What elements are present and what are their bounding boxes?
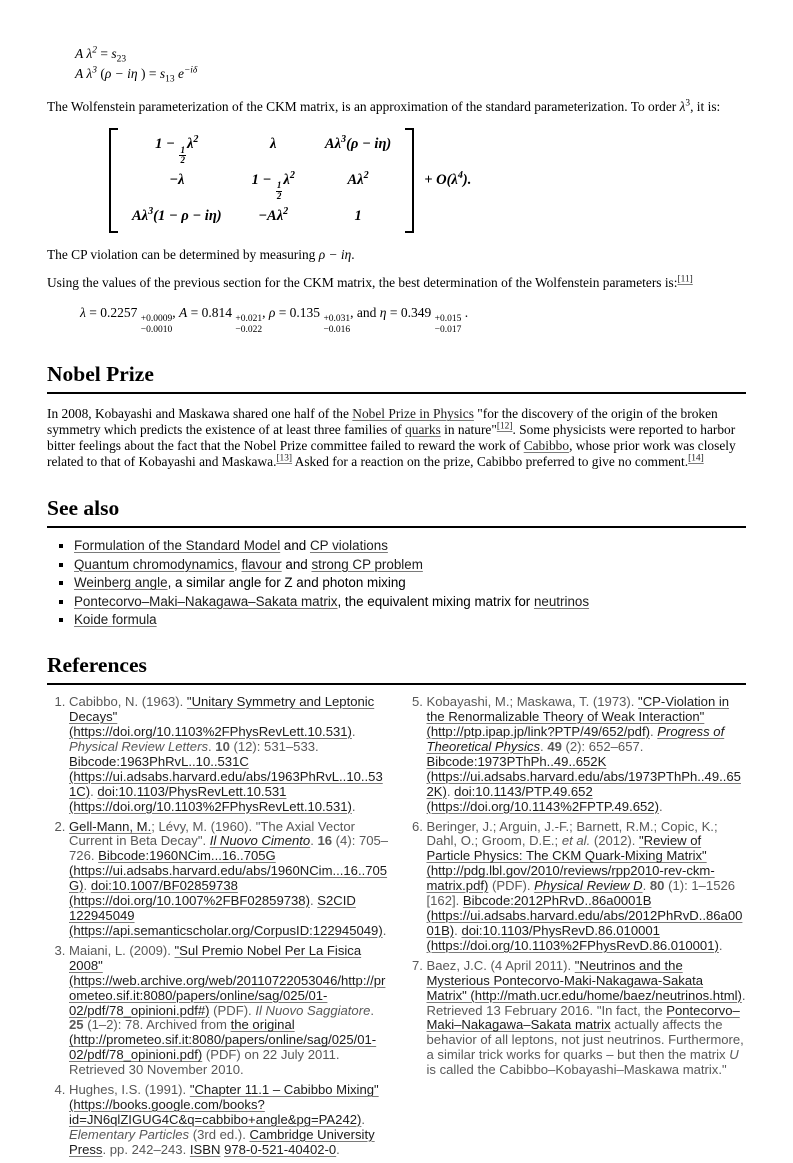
- text-segment: Maiani, L. (2009).: [69, 942, 175, 958]
- text-segment: . pp. 242–243.: [102, 1141, 190, 1157]
- paragraph-using-values: [47, 275, 746, 291]
- references-list-left: [47, 695, 389, 1163]
- text-segment: (PDF) on 22 July 2011. Retrieved 30 November 2010.: [69, 1047, 340, 1078]
- text-segment: −iδ: [183, 65, 198, 76]
- text-segment: (1): 1–1526 [162].: [426, 878, 736, 909]
- text-segment: = 0.814: [187, 305, 236, 321]
- text-segment: .: [370, 1002, 374, 1018]
- equation-line-1: [75, 44, 746, 64]
- matrix-right-bracket: [405, 128, 414, 233]
- link[interactable]: doi:10.1143/PTP.49.652 (https://doi.org/10.1143%2FPTP.49.652): [426, 783, 659, 814]
- link[interactable]: Cabibbo: [523, 438, 570, 454]
- text-segment: The Wolfenstein parameterization of the CKM matrix, is an approximation of the standard parameterization. To order: [47, 98, 680, 114]
- text-segment: 2: [363, 170, 369, 182]
- matrix-grid: [118, 128, 405, 233]
- link[interactable]: S2CID 122945049 (https://api.semanticscholar.org/CorpusID:122945049): [69, 893, 383, 938]
- matrix-order-term: [424, 172, 471, 189]
- fraction: $\frac{1}{2}$: [276, 180, 282, 201]
- heading-see-also: See also: [47, 496, 746, 528]
- text-segment: 2: [92, 45, 97, 56]
- uncertainty-stack: +0.015 −0.017: [434, 314, 462, 336]
- link[interactable]: Bibcode:2012PhRvD..86a0001B (https://ui.adsabs.harvard.edu/abs/2012PhRvD..86a0001B): [426, 893, 743, 938]
- text-segment: is called the Cabibbo–Kobayashi–Maskawa matrix.": [426, 1062, 727, 1078]
- text-segment: 1 −: [155, 136, 179, 153]
- text-segment: .: [461, 305, 469, 321]
- matrix-cell: [252, 172, 295, 201]
- reference-item: [69, 695, 389, 814]
- text-segment: .: [351, 247, 355, 263]
- text-segment: 25: [69, 1017, 84, 1033]
- link[interactable]: flavour: [241, 556, 282, 572]
- see-also-item: [74, 575, 746, 590]
- text-segment: 3: [341, 134, 347, 146]
- wolfenstein-values-equation: [80, 305, 746, 336]
- text-segment: ; Lévy, M. (1960). "The Axial Vector Current in Beta Decay".: [69, 818, 356, 849]
- text-segment: Cabibbo, N. (1963).: [69, 694, 187, 710]
- wolfenstein-matrix-equation: [109, 128, 746, 233]
- text-segment: .: [351, 798, 356, 814]
- text-segment: (12): 531–533.: [229, 738, 319, 754]
- uncertainty-stack: +0.0009 −0.0010: [140, 314, 173, 336]
- link[interactable]: ISBN: [189, 1141, 221, 1157]
- text-segment: (ρ − iη): [346, 136, 392, 153]
- text-segment: −Aλ: [258, 208, 284, 225]
- text-segment: Physical Review Letters: [69, 738, 208, 754]
- uncertainty-stack: +0.031 −0.016: [323, 314, 351, 336]
- reference-item: [427, 959, 747, 1078]
- link[interactable]: [11]: [677, 274, 693, 285]
- text-segment: ,: [172, 305, 179, 321]
- text-segment: Baez, J.C. (4 April 2011).: [426, 957, 575, 973]
- text-segment: 16: [317, 833, 333, 849]
- text-segment: A λ: [75, 46, 93, 61]
- references-list-right: [405, 695, 747, 1163]
- matrix-cell: [132, 208, 222, 225]
- reference-item: [427, 820, 747, 954]
- text-segment: .: [658, 798, 663, 814]
- paragraph-nobel-prize: [47, 406, 746, 470]
- text-segment: . Some physicists were reported to harbor bitter feelings about the fact that the Nobel Prize committee failed to reward the work of: [47, 422, 736, 454]
- link[interactable]: Pontecorvo–Maki–Nakagawa–Sakata matrix: [74, 593, 338, 609]
- matrix-cell: [325, 208, 391, 225]
- link[interactable]: Bibcode:1960NCim...16..705G (https://ui.adsabs.harvard.edu/abs/1960NCim...16..705G): [69, 848, 388, 894]
- text-segment: .: [382, 922, 387, 938]
- text-segment: = 0.349: [386, 305, 435, 321]
- matrix-cell: [325, 172, 391, 201]
- text-segment: = 0.135: [275, 305, 324, 321]
- link[interactable]: Physical Review D: [534, 878, 643, 894]
- text-segment: "for the discovery of the origin of the broken symmetry which predicts the existence of at least three families of: [47, 406, 718, 438]
- text-segment: .: [208, 738, 216, 754]
- uncertainty-stack: +0.021 −0.022: [235, 314, 263, 336]
- text-segment: s: [111, 46, 117, 61]
- text-segment: .: [310, 833, 318, 849]
- link[interactable]: doi:10.1007/BF02859738 (https://doi.org/10.1007%2FBF02859738): [69, 878, 310, 909]
- text-segment: 10: [215, 738, 230, 754]
- link[interactable]: Bibcode:1973PThPh..49..652K (https://ui.adsabs.harvard.edu/abs/1973PThPh..49..652K): [426, 753, 741, 799]
- text-segment: Asked for a reaction on the prize, Cabibbo preferred to give no comment.: [292, 454, 689, 470]
- link[interactable]: Nobel Prize in Physics: [352, 406, 474, 422]
- text-segment: , the equivalent mixing matrix for: [337, 593, 534, 609]
- text-segment: (1–2): 78. Archived from: [83, 1017, 231, 1033]
- link[interactable]: Quantum chromodynamics: [74, 556, 235, 572]
- link[interactable]: the original (http://prometeo.sif.it:8080/papers/online/sag/025/01-02/pdf/78_opinioni.pdf): [69, 1017, 377, 1063]
- text-segment: in nature": [440, 422, 497, 438]
- text-segment: Beringer, J.; Arguin, J.-F.; Barnett, R.M.; Copic, K.; Dahl, O.; Groom, D.E.;: [426, 818, 718, 849]
- text-segment: 13: [165, 74, 175, 85]
- text-segment: (1 − ρ − iη): [153, 208, 222, 225]
- reference-item: [69, 1083, 389, 1158]
- link[interactable]: doi:10.1103/PhysRevLett.10.531 (https://doi.org/10.1103%2FPhysRevLett.10.531): [69, 783, 352, 814]
- link[interactable]: Gell-Mann, M.: [69, 818, 152, 834]
- text-segment: (: [96, 66, 105, 82]
- text-segment: .: [361, 1112, 366, 1128]
- text-segment: 3: [685, 98, 691, 109]
- text-segment: 2: [283, 206, 289, 218]
- matrix-cell: [132, 172, 222, 201]
- link[interactable]: "CP-Violation in the Renormalizable Theory of Weak Interaction" (http://ptp.ipap.jp/link?PTP/49/652/pdf): [426, 694, 730, 739]
- text-segment: U: [729, 1047, 739, 1063]
- text-segment: ,: [262, 305, 269, 321]
- text-segment: .: [540, 738, 548, 754]
- text-segment: (PDF).: [209, 1002, 256, 1018]
- equation-line-2: [75, 64, 746, 84]
- paragraph-wolfenstein-intro: [47, 99, 746, 115]
- reference-item: [427, 695, 747, 814]
- text-segment: .: [642, 878, 650, 894]
- text-segment: λ: [283, 172, 290, 189]
- text-segment: Aλ: [324, 136, 342, 153]
- link[interactable]: Weinberg angle: [74, 575, 168, 591]
- link[interactable]: Cambridge University Press: [69, 1126, 375, 1157]
- text-segment: Hughes, I.S. (1991).: [69, 1082, 190, 1098]
- text-segment: .: [446, 783, 455, 799]
- paragraph-cp-violation: [47, 247, 746, 263]
- matrix-cell: [252, 136, 295, 165]
- text-segment: .: [718, 937, 723, 953]
- text-segment: λ: [186, 136, 194, 153]
- text-segment: 80: [649, 878, 665, 894]
- text-segment: Kobayashi, M.; Maskawa, T. (1973).: [426, 694, 639, 710]
- link[interactable]: [13]: [276, 453, 293, 464]
- text-segment: 4: [457, 170, 463, 182]
- link[interactable]: [12]: [496, 421, 513, 432]
- text-segment: ) =: [137, 66, 160, 82]
- text-segment: A: [178, 305, 188, 321]
- link[interactable]: "Unitary Symmetry and Leptonic Decays" (https://doi.org/10.1103%2FPhysRevLett.10.531): [69, 694, 375, 739]
- matrix-cell: [325, 136, 391, 165]
- text-segment: λ: [679, 98, 686, 114]
- top-equations-block: [75, 44, 746, 85]
- text-segment: = 0.2257: [85, 305, 141, 321]
- text-segment: e: [174, 66, 184, 82]
- text-segment: Elementary Particles: [69, 1126, 190, 1142]
- text-segment: .: [454, 922, 462, 938]
- text-segment: ρ − iη: [104, 66, 138, 82]
- text-segment: 3: [148, 206, 154, 218]
- text-segment: 2: [193, 134, 199, 146]
- text-segment: ,: [234, 556, 242, 572]
- text-segment: .: [351, 723, 356, 739]
- text-segment: , it is:: [690, 98, 721, 114]
- text-segment: η: [379, 305, 387, 321]
- link[interactable]: doi:10.1103/PhysRevD.86.010001 (https://doi.org/10.1103%2FPhysRevD.86.010001): [426, 922, 719, 953]
- link[interactable]: Il Nuovo Cimento: [209, 833, 311, 849]
- text-segment: and: [280, 538, 310, 554]
- text-segment: Using the values of the previous section for the CKM matrix, the best determination of the Wolfenstein parameters is:: [47, 275, 678, 291]
- text-segment: 2: [289, 170, 295, 182]
- text-segment: ρ: [268, 305, 276, 321]
- text-segment: . Retrieved 13 February 2016. "In fact, the: [426, 987, 746, 1018]
- link[interactable]: Pontecorvo–Maki–Nakagawa–Sakata matrix: [426, 1002, 740, 1033]
- text-segment: =: [96, 46, 112, 61]
- text-segment: ).: [462, 172, 472, 189]
- link[interactable]: "Sul Premio Nobel Per La Fisica 2008" (https://web.archive.org/web/20110722053046/http://prometeo.sif.it:8080/papers/online/sag/025/01-02/pdf/78_opinioni.pdf#): [69, 942, 386, 1018]
- link[interactable]: "Chapter 11.1 – Cabibbo Mixing" (https://books.google.com/books?id=JN6qlZIGUG4C&q=cabbibo+angle&pg=PA242): [69, 1082, 379, 1128]
- see-also-item: [74, 612, 746, 627]
- matrix-cell: [252, 208, 295, 225]
- link[interactable]: Bibcode:1963PhRvL..10..531C (https://ui.adsabs.harvard.edu/abs/1963PhRvL..10..531C): [69, 753, 383, 799]
- text-segment: .: [83, 878, 91, 894]
- text-segment: (2): 652–657.: [561, 738, 644, 754]
- text-segment: (PDF).: [488, 878, 535, 894]
- link[interactable]: Formulation of the Standard Model: [74, 538, 281, 554]
- reference-item: [69, 944, 389, 1078]
- text-segment: .: [90, 783, 98, 799]
- text-segment: λ: [80, 305, 86, 321]
- fraction: $\frac{1}{2}$: [180, 144, 185, 165]
- link[interactable]: 978-0-521-40402-0: [224, 1141, 337, 1157]
- text-segment: , a similar angle for Z and photon mixing: [167, 575, 406, 591]
- text-segment: and: [281, 556, 312, 572]
- link[interactable]: neutrinos: [533, 593, 590, 609]
- text-segment: Aλ: [347, 172, 364, 189]
- text-segment: In 2008, Kobayashi and Maskawa shared one half of the: [47, 406, 353, 422]
- link[interactable]: Progress of Theoretical Physics: [426, 723, 725, 754]
- text-segment: (3rd ed.).: [189, 1126, 250, 1142]
- text-segment: 1 −: [251, 172, 275, 189]
- text-segment: et al.: [561, 833, 591, 849]
- text-segment: −λ: [169, 172, 185, 189]
- text-segment: .: [309, 893, 318, 909]
- link[interactable]: Koide formula: [74, 612, 157, 628]
- link[interactable]: "Neutrinos and the Mysterious Pontecorvo-Maki-Nakagawa-Sakata Matrix" (http://math.ucr.edu/home/baez/neutrinos.html): [426, 957, 742, 1003]
- text-segment: 1: [354, 208, 362, 225]
- see-also-item: [74, 538, 746, 553]
- reference-item: [69, 820, 389, 939]
- text-segment: .: [336, 1141, 340, 1157]
- link[interactable]: CP violations: [309, 538, 388, 554]
- references-columns: [47, 695, 746, 1163]
- text-segment: A λ: [75, 66, 93, 82]
- text-segment: λ: [270, 136, 277, 153]
- heading-nobel-prize: Nobel Prize: [47, 362, 746, 394]
- see-also-list: [47, 538, 746, 627]
- text-segment: , and: [350, 305, 380, 321]
- text-segment: Il Nuovo Saggiatore: [255, 1002, 371, 1018]
- link[interactable]: [14]: [688, 453, 704, 464]
- text-segment: s: [159, 66, 166, 82]
- text-segment: , whose prior work was closely related to that of Kobayashi and Maskawa.: [47, 438, 736, 470]
- matrix-cell: [132, 136, 222, 165]
- see-also-item: [74, 557, 746, 572]
- text-segment: 49: [547, 738, 562, 754]
- text-segment: (4): 705–726.: [69, 833, 389, 864]
- text-segment: Aλ: [132, 208, 149, 225]
- link[interactable]: "Review of Particle Physics: The CKM Quark-Mixing Matrix" (http://pdg.lbl.gov/2010/reviews/rpp2010-rev-ckm-matrix.pdf): [426, 833, 715, 894]
- text-segment: 23: [116, 54, 127, 65]
- text-segment: + O(λ: [424, 172, 458, 189]
- text-segment: ρ − iη: [318, 247, 352, 263]
- text-segment: .: [649, 723, 658, 739]
- link[interactable]: strong CP problem: [311, 556, 423, 572]
- text-segment: The CP violation can be determined by measuring: [47, 247, 319, 263]
- link[interactable]: quarks: [405, 422, 441, 438]
- text-segment: (2012).: [590, 833, 639, 849]
- matrix-left-bracket: [109, 128, 118, 233]
- see-also-item: [74, 594, 746, 609]
- heading-references: References: [47, 653, 746, 685]
- text-segment: actually affects the behavior of all leptons, not just neutrinos. Furthermore, a similar trick works for quarks – but then the matrix: [426, 1017, 744, 1063]
- text-segment: 3: [92, 65, 97, 76]
